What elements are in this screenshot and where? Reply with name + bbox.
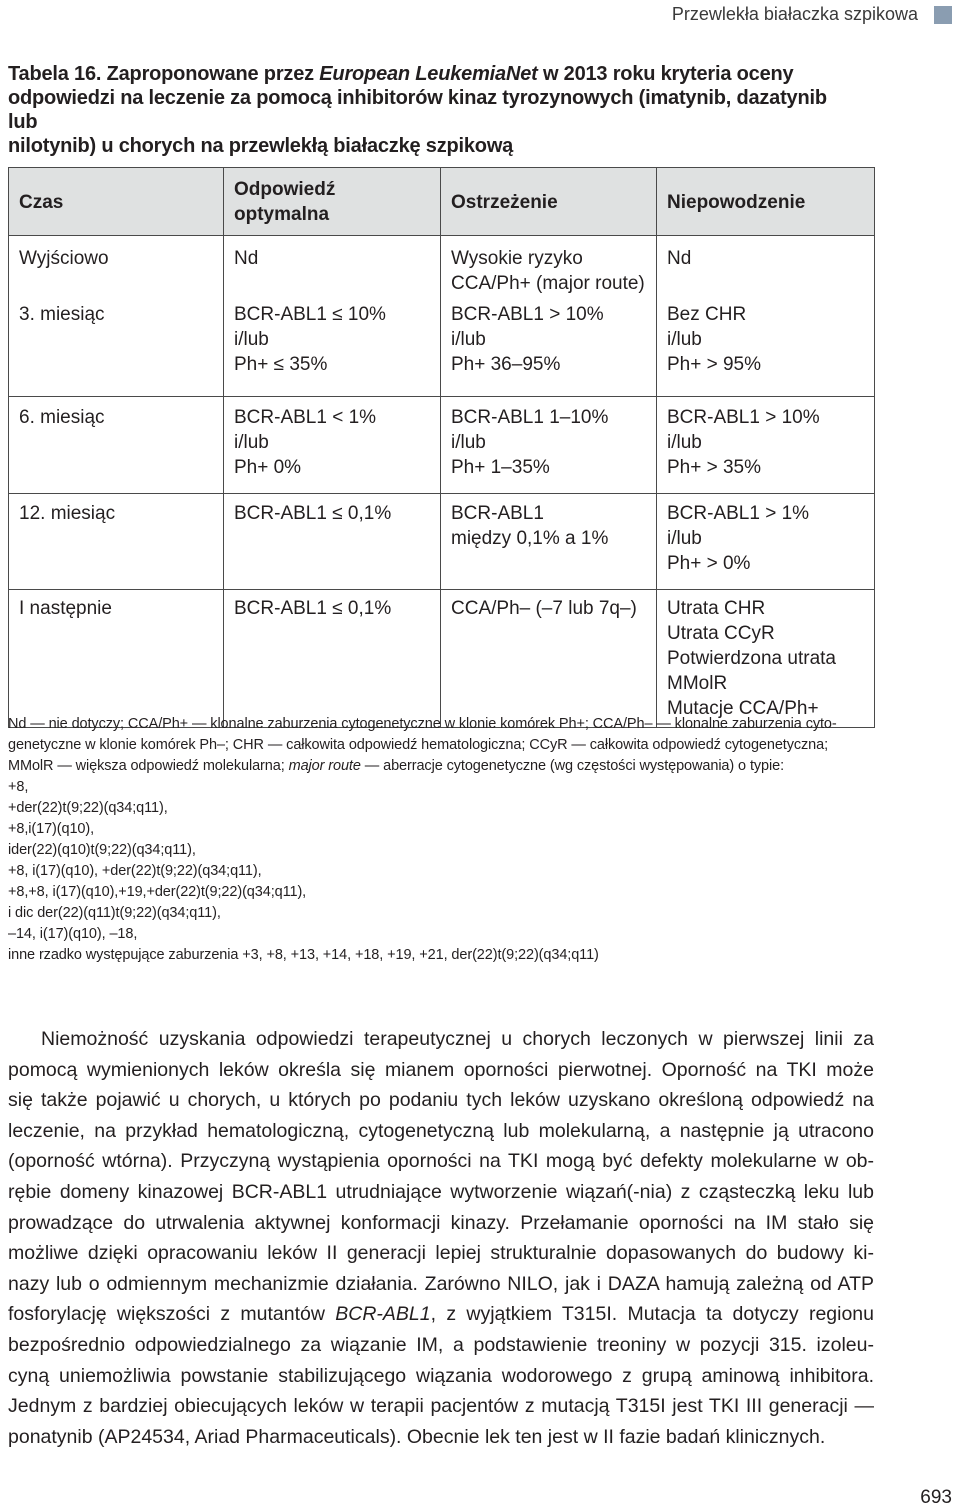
- legend-definitions-line: [8, 756, 874, 777]
- cell-failure: [657, 236, 875, 299]
- caption-text-after: w 2013 roku kryteria oceny: [542, 63, 794, 85]
- cell-optimal: [224, 494, 441, 590]
- cell-warning: [441, 298, 657, 397]
- table-caption: [8, 62, 858, 158]
- cell-line: Mutacje CCA/Ph+: [667, 698, 819, 719]
- caption-line-1: [8, 62, 858, 86]
- cell-failure: [657, 298, 875, 397]
- body-line: rębie domeny kinazowej BCR-ABL1 utrudniające wytworzenie wiązań(-nia) z cząsteczką leku lub: [8, 1180, 874, 1203]
- cell-line: i/lub: [234, 432, 269, 453]
- header-color-square: [934, 6, 952, 24]
- cell-line: i/lub: [234, 329, 269, 350]
- legend-text: MMolR — większa odpowiedź molekularna;: [8, 758, 285, 774]
- table-row: [9, 298, 875, 397]
- cell-time: [9, 236, 224, 299]
- aberration-item: i dic der(22)(q11)t(9;22)(q34;q11),: [8, 905, 221, 921]
- cell-line: i/lub: [667, 329, 702, 350]
- column-header-time: Czas: [9, 168, 224, 236]
- cell-line: BCR-ABL1 > 10%: [667, 407, 820, 428]
- cell-line: MMolR: [667, 673, 728, 694]
- cell-line: i/lub: [451, 329, 486, 350]
- cell-optimal: [224, 590, 441, 728]
- table-row: [9, 590, 875, 728]
- legend-aberrations-list: [8, 777, 874, 966]
- cell-warning: [441, 236, 657, 299]
- table-row: [9, 236, 875, 299]
- body-text-fragment: fosforylację większości z mutantów: [8, 1303, 325, 1326]
- table-row: [9, 494, 875, 590]
- aberration-item: ider(22)(q10)t(9;22)(q34;q11),: [8, 842, 196, 858]
- column-header-warning: Ostrzeżenie: [441, 168, 657, 236]
- cell-line: Wyjściowo: [19, 248, 109, 269]
- body-line: prowadzące do utrwalenia aktywnej konformacji kinazy. Przełamanie oporności na IM stało się: [8, 1211, 874, 1234]
- cell-line: Utrata CHR: [667, 598, 766, 619]
- cell-line: Nd: [234, 248, 259, 269]
- cell-line: CCA/Ph+ (major route): [451, 273, 645, 294]
- body-line: cyną uniemożliwia powstanie stabilizującego wiązania wodorowego z grupą aminową inhibitora.: [8, 1364, 874, 1387]
- cell-failure: [657, 494, 875, 590]
- cell-optimal: [224, 298, 441, 397]
- legend-text: — aberracje cytogenetyczne (wg częstości występowania) o typie:: [364, 758, 785, 774]
- table-legend: [8, 714, 874, 966]
- legend-definitions: [8, 714, 874, 777]
- cell-time: [9, 590, 224, 728]
- aberration-item: +8,i(17)(q10),: [8, 821, 95, 837]
- cell-failure: [657, 590, 875, 728]
- aberration-item: inne rzadko występujące zaburzenia +3, +8, +13, +14, +18, +19, +21, der(22)t(9;22)(q34;q11): [8, 947, 599, 963]
- table-body: [9, 236, 875, 728]
- body-line: Niemożność uzyskania odpowiedzi terapeutycznej u chorych leczonych w pierwszej linii za: [41, 1028, 874, 1050]
- cell-line: Ph+ ≤ 35%: [234, 354, 328, 375]
- table-row: [9, 397, 875, 494]
- cell-line: BCR-ABL1 > 1%: [667, 503, 810, 524]
- cell-line: Ph+ > 35%: [667, 457, 762, 478]
- cell-line: BCR-ABL1 ≤ 0,1%: [234, 598, 392, 619]
- cell-line: i/lub: [451, 432, 486, 453]
- body-line: pomocą wymienionych leków określa się mianem oporności pierwotnej. Oporność na TKI może: [8, 1058, 874, 1081]
- body-line: leczenie, na przykład hematologiczną, cytogenetyczną lub molekularną, a następnie ją utracono: [8, 1119, 874, 1142]
- caption-italic: European LeukemiaNet: [319, 63, 538, 85]
- aberration-item: +der(22)t(9;22)(q34;q11),: [8, 800, 168, 816]
- cell-line: między 0,1% a 1%: [451, 528, 609, 549]
- cell-line: Potwierdzona utrata: [667, 648, 836, 669]
- legend-definitions-line: genetyczne w klonie komórek Ph–; CHR — całkowita odpowiedź hematologiczna; CCyR — całkowita odpowiedź cytogenetyczna;: [8, 737, 829, 753]
- cell-line: i/lub: [667, 528, 702, 549]
- cell-line: Ph+ 36–95%: [451, 354, 561, 375]
- table-header-row: [9, 168, 875, 236]
- cell-line: i/lub: [667, 432, 702, 453]
- body-line: Jednym z bardziej obiecujących leków w terapii pacjentów z mutacją T315I jest TKI III generacji —: [8, 1395, 874, 1418]
- cell-line: BCR-ABL1 1–10%: [451, 407, 609, 428]
- running-header: [672, 4, 952, 25]
- body-line: (oporność wtórna). Przyczyną wystąpienia oporności na TKI mogą być defekty molekularne w ob-: [8, 1150, 874, 1173]
- cell-warning: [441, 397, 657, 494]
- cell-warning: [441, 494, 657, 590]
- body-line: się także pojawić u chorych, u których po podaniu tych leków uzyskano określoną odpowiedź na: [8, 1089, 874, 1112]
- caption-line-3: nilotynib) u chorych na przewlekłą białaczkę szpikową: [8, 135, 514, 157]
- caption-label: Tabela 16.: [8, 63, 102, 85]
- body-line: ponatynib (AP24534, Ariad Pharmaceuticals). Obecnie lek ten jest w II fazie badań klinicznych.: [8, 1425, 826, 1448]
- body-italic-term: BCR-ABL1: [335, 1303, 431, 1326]
- cell-line: 3. miesiąc: [19, 304, 105, 325]
- cell-line: Ph+ > 95%: [667, 354, 762, 375]
- aberration-item: –14, i(17)(q10), –18,: [8, 926, 138, 942]
- running-title: Przewlekła białaczka szpikowa: [671, 4, 918, 24]
- body-line: bezpośrednio odpowiedzialnego za wiązanie IM, a podstawienie treoniny w pozycji 315. izoleu-: [8, 1333, 874, 1356]
- cell-line: Wysokie ryzyko: [451, 248, 583, 269]
- cell-line: I następnie: [19, 598, 112, 619]
- aberration-item: +8,+8, i(17)(q10),+19,+der(22)t(9;22)(q34;q11),: [8, 884, 307, 900]
- body-line: [8, 1299, 874, 1330]
- cell-line: Bez CHR: [667, 304, 747, 325]
- caption-text-before: Zaproponowane przez: [106, 63, 314, 85]
- body-paragraph: [8, 1024, 874, 1452]
- aberration-item: +8,: [8, 779, 29, 795]
- cell-time: [9, 494, 224, 590]
- body-text-fragment: , z wyjątkiem T315I. Mutacja ta dotyczy regionu: [430, 1303, 874, 1326]
- cell-optimal: [224, 236, 441, 299]
- cell-line: BCR-ABL1 > 10%: [451, 304, 604, 325]
- cell-line: BCR-ABL1 ≤ 0,1%: [234, 503, 392, 524]
- cell-line: CCA/Ph– (–7 lub 7q–): [451, 598, 637, 619]
- cell-optimal: [224, 397, 441, 494]
- cell-line: 6. miesiąc: [19, 407, 105, 428]
- cell-time: [9, 397, 224, 494]
- cell-time: [9, 298, 224, 397]
- aberration-item: +8, i(17)(q10), +der(22)t(9;22)(q34;q11),: [8, 863, 262, 879]
- cell-line: Ph+ > 0%: [667, 553, 751, 574]
- cell-warning: [441, 590, 657, 728]
- body-line: możliwe dzięki opracowaniu leków II generacji lepiej strukturalnie dopasowanych do budowy ki-: [8, 1242, 874, 1265]
- criteria-table: [8, 167, 875, 728]
- legend-italic-term: major route: [288, 758, 361, 774]
- cell-line: 12. miesiąc: [19, 503, 116, 524]
- column-header-optimal: Odpowiedź optymalna: [224, 168, 441, 236]
- cell-failure: [657, 397, 875, 494]
- cell-line: Ph+ 1–35%: [451, 457, 550, 478]
- column-header-failure: Niepowodzenie: [657, 168, 875, 236]
- caption-line-2: odpowiedzi na leczenie za pomocą inhibitorów kinaz tyrozynowych (imatynib, dazatynib lub: [8, 87, 827, 133]
- page-number: 693: [920, 1487, 952, 1508]
- legend-definitions-line: Nd — nie dotyczy; CCA/Ph+ — klonalne zaburzenia cytogenetyczne w klonie komórek Ph+; CCA/Ph– — klonalne zaburzenia cyto-: [8, 716, 837, 732]
- cell-line: Nd: [667, 248, 692, 269]
- cell-line: Utrata CCyR: [667, 623, 775, 644]
- cell-line: BCR-ABL1 ≤ 10%: [234, 304, 386, 325]
- cell-line: Ph+ 0%: [234, 457, 302, 478]
- body-line: nazy lub o odmiennym mechanizmie działania. Zarówno NILO, jak i DAZA hamują zależną od ATP: [8, 1272, 874, 1295]
- cell-line: BCR-ABL1: [451, 503, 544, 524]
- cell-line: BCR-ABL1 < 1%: [234, 407, 377, 428]
